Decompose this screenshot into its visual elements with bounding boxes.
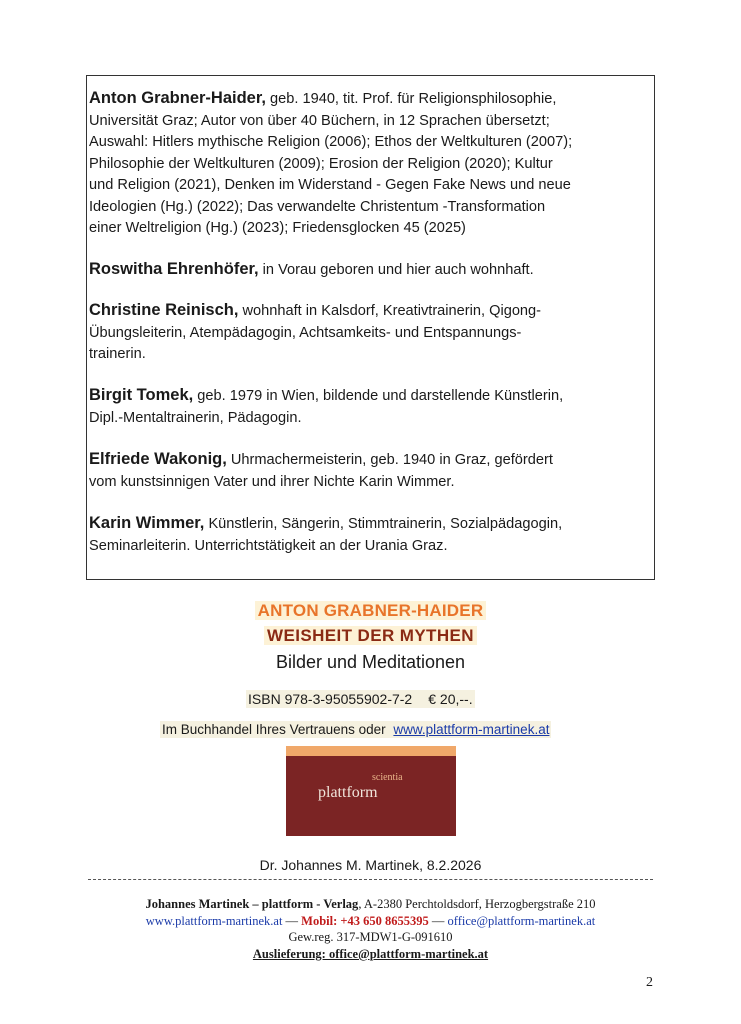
book-subtitle: Bilder und Meditationen (275, 652, 466, 672)
footer-publisher: Johannes Martinek – plattform - Verlag (145, 897, 359, 911)
footer-auslieferung[interactable]: Auslieferung: office@plattform-martinek.at (252, 947, 489, 961)
author-bios-box (86, 75, 655, 580)
signature: Dr. Johannes M. Martinek, 8.2.2026 (259, 857, 482, 873)
bio-tomek (89, 385, 651, 429)
bio-text: geb. 1979 in Wien, bildende und darstellende Künstlerin, (193, 388, 564, 404)
bio-text: Auswahl: Hitlers mythische Religion (2006); Ethos der Weltkulturen (2007); (89, 134, 573, 150)
isbn: ISBN 978-3-95055902-7-2 (248, 691, 413, 707)
bio-grabner-haider (89, 88, 651, 240)
bio-wimmer (89, 513, 651, 557)
shop-line (160, 721, 551, 738)
bio-text: Dipl.-Mentaltrainerin, Pädagogin. (89, 409, 302, 426)
footer-auslieferung-line (0, 947, 741, 962)
logo-accent-bar (286, 746, 456, 756)
bio-text: vom kunstsinnigen Vater und ihrer Nichte Karin Wimmer. (89, 473, 455, 490)
bio-text: Künstlerin, Sängerin, Stimmtrainerin, Sozialpädagogin, (204, 516, 563, 532)
footer-contact-line (0, 914, 741, 929)
footer-address: , A-2380 Perchtoldsdorf, Herzogbergstraße 210 (358, 897, 596, 911)
footer-web-link[interactable]: www.plattform-martinek.at (145, 914, 283, 928)
bio-text: und Religion (2021), Denken im Widerstand - Gegen Fake News und neue (89, 177, 571, 193)
bio-text: in Vorau geboren und hier auch wohnhaft. (258, 262, 534, 278)
logo-scientia-text: scientia (372, 772, 403, 783)
bio-reinisch (89, 300, 651, 366)
bio-name: Birgit Tomek, (89, 386, 194, 404)
footer-publisher-line (0, 897, 741, 912)
shop-text: Im Buchhandel Ihres Vertrauens oder (162, 722, 386, 737)
shop-link[interactable]: www.plattform-martinek.at (393, 722, 550, 737)
bio-text: trainerin. (89, 346, 146, 362)
footer-email-link[interactable]: office@plattform-martinek.at (447, 914, 596, 928)
footer-sep: — (282, 914, 302, 928)
footer-sep: — (428, 914, 448, 928)
bio-text: Ideologien (Hg.) (2022); Das verwandelte Christentum -Transformation (89, 198, 546, 215)
plattform-logo (286, 756, 456, 836)
bio-text: geb. 1940, tit. Prof. für Religionsphilosophie, (265, 91, 557, 107)
divider (88, 879, 653, 880)
bio-ehrenhoefer (89, 259, 651, 282)
bio-text: Übungsleiterin, Atempädagogin, Achtsamkeits- und Entspannungs- (89, 324, 522, 341)
bio-name: Karin Wimmer, (89, 514, 205, 532)
price: € 20,--. (428, 691, 473, 707)
bio-text: Seminarleiterin. Unterrichtstätigkeit an der Urania Graz. (89, 537, 448, 554)
page-number: 2 (646, 975, 653, 990)
bio-wakonig (89, 449, 651, 493)
bio-text: Philosophie der Weltkulturen (2009); Erosion der Religion (2020); Kultur (89, 155, 553, 172)
bio-name: Roswitha Ehrenhöfer, (89, 260, 259, 278)
bio-name: Christine Reinisch, (89, 301, 239, 319)
logo-plattform-text: plattform (318, 784, 378, 801)
footer-gewreg: Gew.reg. 317-MDW1-G-091610 (288, 930, 453, 944)
book-title: WEISHEIT DER MYTHEN (0, 626, 741, 646)
bio-text: Universität Graz; Autor von über 40 Büchern, in 12 Sprachen übersetzt; (89, 112, 550, 129)
bio-name: Anton Grabner-Haider, (89, 89, 266, 107)
bio-text: Uhrmachermeisterin, geb. 1940 in Graz, gefördert (226, 452, 553, 468)
bio-text: einer Weltreligion (Hg.) (2023); Friedensglocken 45 (2025) (89, 220, 466, 236)
bio-name: Elfriede Wakonig, (89, 450, 227, 468)
bio-text: wohnhaft in Kalsdorf, Kreativtrainerin, Qigong- (238, 303, 542, 319)
footer-mobil: Mobil: +43 650 8655395 (301, 914, 429, 928)
isbn-price-line (246, 690, 475, 708)
book-author: ANTON GRABNER-HAIDER (0, 601, 741, 621)
